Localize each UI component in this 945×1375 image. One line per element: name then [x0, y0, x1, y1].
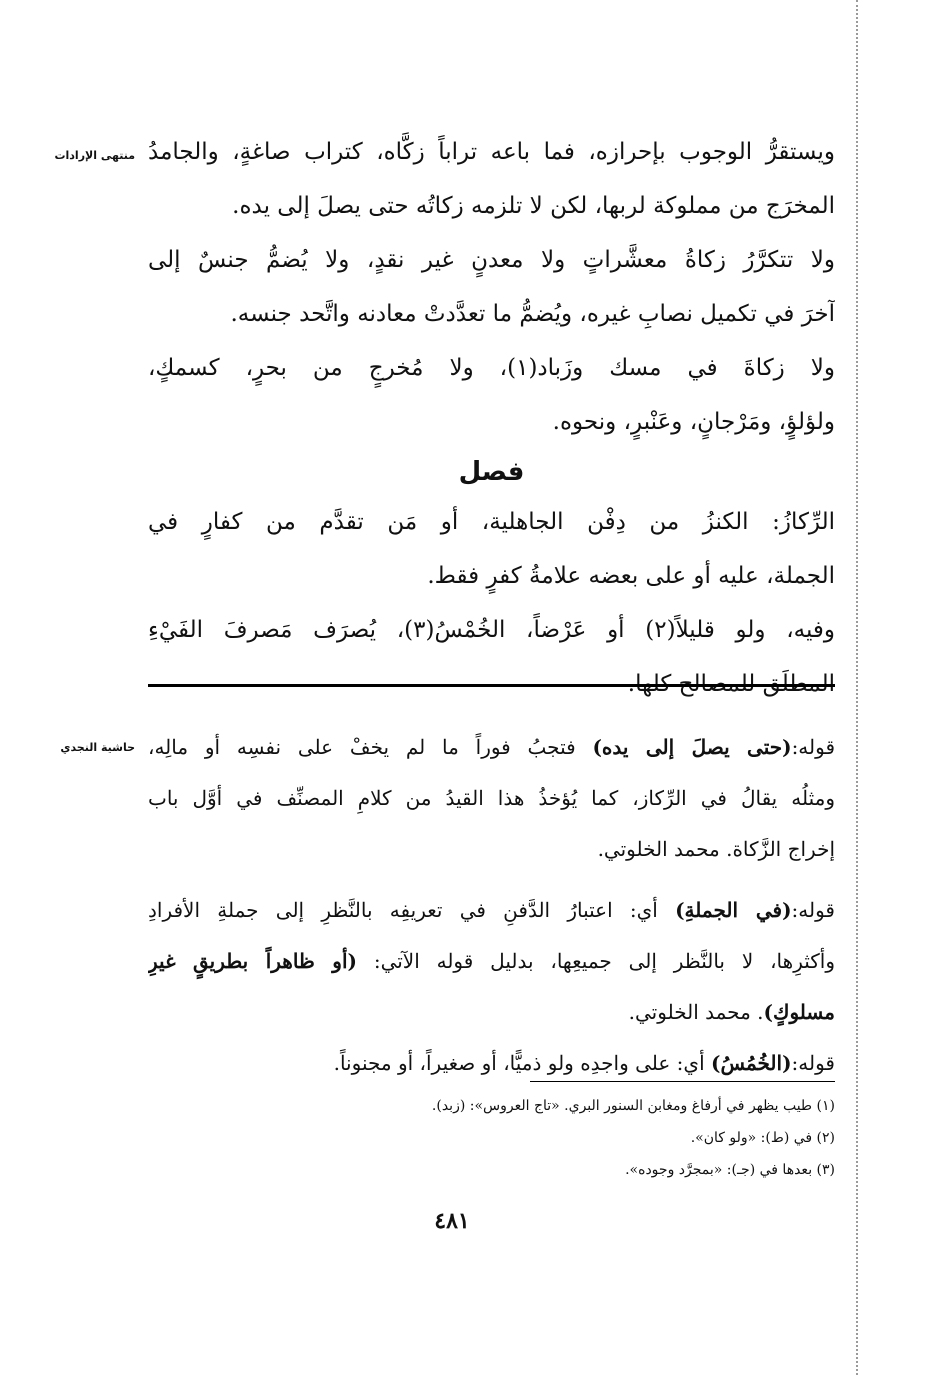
- main-line: الرِّكازُ: الكنزُ من دِفْن الجاهلية، أو مَن تقدَّم من كفارٍ في: [148, 509, 835, 535]
- note-text: أي: اعتبارُ الدَّفنِ في تعريفِه بالنَّظرِ إلى جملةِ الأفرادِ: [148, 898, 676, 922]
- note-line: [148, 722, 835, 773]
- note-line: ومثلُه يقالُ في الرِّكاز، كما يُؤخذُ هذا القيدُ من كلامِ المصنِّف في أوَّل باب: [148, 786, 835, 810]
- note-line: [148, 987, 835, 1038]
- note-quote: (أو ظاهراً بطريقٍ غيرِ: [148, 949, 357, 973]
- footnotes: [300, 1090, 835, 1186]
- main-line: آخرَ في تكميل نصابِ غيره، ويُضمُّ ما تعدَّدتْ معادنه واتَّحد جنسه.: [230, 301, 835, 327]
- main-line: ولا زكاةَ في مسك وزَباد(١)، ولا مُخرجٍ من بحرٍ، كسمكٍ،: [148, 355, 835, 381]
- note-label: قوله:: [791, 735, 835, 759]
- page-number: ٤٨١: [434, 1208, 470, 1234]
- footnote: (١) طيب يظهر في أرفاغ ومغابن السنور البري. «تاج العروس»: (زبد).: [431, 1098, 835, 1114]
- separator-rule: [148, 684, 835, 687]
- note-quote: (الخُمُسُ): [711, 1051, 792, 1075]
- footnote: (٣) بعدها في (جـ): «بمجرَّد وجوده».: [625, 1162, 835, 1178]
- main-text: [148, 125, 835, 711]
- footnote-rule: [530, 1081, 835, 1082]
- main-line: ولا تتكرَّرُ زكاةُ معشَّراتٍ ولا معدنٍ غير نقدٍ، ولا يُضمُّ جنسٌ إلى: [148, 247, 835, 273]
- note-line: [148, 936, 835, 987]
- note-line: إخراج الزَّكاة. محمد الخلوتي.: [597, 837, 835, 861]
- side-label-bottom: حاشية النجدي: [60, 741, 135, 754]
- main-line: المخرَج من مملوكة لربها، لكن لا تلزمه زكاتُه حتى يصلَ إلى يده.: [232, 193, 835, 219]
- main-line: الجملة، عليه أو على بعضه علامةُ كفرٍ فقط.: [427, 563, 835, 589]
- main-line: المطلَق للمصالح كلها.: [627, 671, 835, 697]
- main-line: وفيه، ولو قليلاً(٢) أو عَرْضاً، الخُمْسُ(٣)، يُصرَف مَصرفَ الفَيْءِ: [148, 617, 835, 643]
- section-heading: فصل: [458, 457, 525, 487]
- note-quote: (حتى يصلَ إلى يده): [592, 735, 792, 759]
- note-text: . محمد الخلوتي.: [628, 1000, 764, 1024]
- main-line: ويستقرُّ الوجوب بإحرازه، فما باعه تراباً زكَّاه، كتراب صاغةٍ، والجامدُ: [148, 139, 835, 165]
- main-line: ولؤلؤٍ، ومَرْجانٍ، وعَنْبرٍ، ونحوه.: [552, 409, 835, 435]
- note-label: قوله:: [791, 1051, 835, 1075]
- margin-dotted-line: [856, 0, 858, 1375]
- note-quote: (في الجملةِ): [675, 898, 792, 922]
- note-quote: مسلوكٍ): [763, 1000, 835, 1024]
- commentary-text: [148, 722, 835, 1089]
- note-line: [148, 885, 835, 936]
- note-text: فتجبُ فوراً ما لم يخفْ على نفسِه أو مالِه،: [148, 735, 593, 759]
- side-label-top: منتهى الإرادات: [54, 149, 135, 162]
- note-text: أي: على واجدِه ولو ذميًّا، أو صغيراً، أو مجنوناً.: [333, 1051, 711, 1075]
- footnote: (٢) في (ط): «ولو كان».: [690, 1130, 835, 1146]
- note-text: وأكثرِها، لا بالنَّظر إلى جميعِها، بدليل قوله الآتي:: [356, 949, 835, 973]
- note-label: قوله:: [791, 898, 835, 922]
